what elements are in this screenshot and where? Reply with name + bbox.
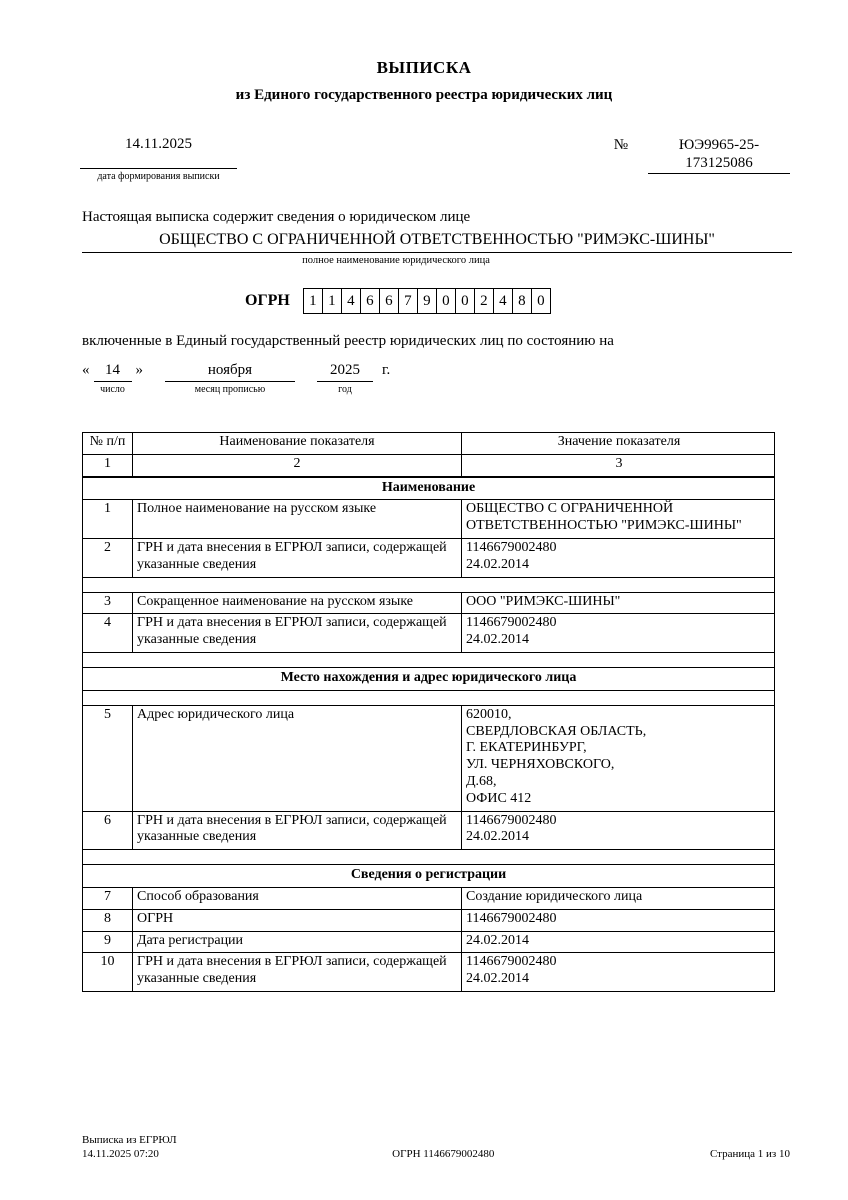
ogrn-digit-cell: 6 xyxy=(360,288,380,314)
indicator-name: Сокращенное наименование на русском языке xyxy=(132,593,461,614)
ogrn-digit-cell: 0 xyxy=(531,288,551,314)
table-row xyxy=(83,909,774,931)
spacer-cell xyxy=(83,691,774,705)
footer-timestamp: 14.11.2025 07:20 xyxy=(82,1147,159,1160)
indicator-name: ГРН и дата внесения в ЕГРЮЛ записи, содержащей указанные сведения xyxy=(132,614,461,652)
footer-ogrn: ОГРН 1146679002480 xyxy=(392,1147,495,1160)
indicator-value: Создание юридического лица xyxy=(461,888,776,909)
indicator-name: Полное наименование на русском языке xyxy=(132,500,461,538)
indicator-name: ГРН и дата внесения в ЕГРЮЛ записи, содержащей указанные сведения xyxy=(132,539,461,577)
indicator-name: ОГРН xyxy=(132,910,461,931)
header-cell-value: Значение показателя xyxy=(461,433,776,454)
month-value: ноября xyxy=(165,361,295,382)
indicator-value: 1146679002480 xyxy=(461,910,776,931)
ogrn-digit-cell: 1 xyxy=(322,288,342,314)
footer-doc-type: Выписка из ЕГРЮЛ xyxy=(82,1134,177,1146)
company-name-block xyxy=(82,231,792,253)
header-cell-name: Наименование показателя xyxy=(132,433,461,454)
document-subtitle: из Единого государственного реестра юридических лиц xyxy=(235,87,613,103)
open-quote: « xyxy=(82,362,90,378)
ogrn-digit-cell: 9 xyxy=(417,288,437,314)
table-spacer-row xyxy=(83,652,774,667)
header-cell-value: 3 xyxy=(461,455,776,476)
table-section-row xyxy=(83,667,774,690)
indicator-name: ГРН и дата внесения в ЕГРЮЛ записи, содержащей указанные сведения xyxy=(132,812,461,850)
header-meta-row xyxy=(80,136,790,182)
table-header-row xyxy=(83,454,774,477)
ogrn-digit-cell: 6 xyxy=(379,288,399,314)
ogrn-digit-cell: 4 xyxy=(341,288,361,314)
extract-number-value: ЮЭ9965-25- 173125086 xyxy=(648,136,790,174)
year-suffix: г. xyxy=(382,362,391,378)
company-name-caption: полное наименование юридического лица xyxy=(302,255,490,266)
section-title: Наименование xyxy=(381,479,476,495)
footer-left xyxy=(82,1134,177,1162)
row-number: 8 xyxy=(104,910,111,926)
row-number: 7 xyxy=(104,888,111,904)
table-row xyxy=(83,592,774,614)
ogrn-digit-cell: 0 xyxy=(455,288,475,314)
table-row xyxy=(83,811,774,850)
state-date-row xyxy=(82,361,848,395)
row-number: 10 xyxy=(100,954,115,970)
row-number: 9 xyxy=(104,932,111,948)
section-title: Место нахождения и адрес юридического лица xyxy=(280,669,577,685)
year-field xyxy=(317,361,373,395)
register-table xyxy=(82,432,775,992)
indicator-name: Способ образования xyxy=(132,888,461,909)
indicator-value: 1146679002480 24.02.2014 xyxy=(461,539,776,577)
table-row xyxy=(83,931,774,953)
spacer-cell xyxy=(83,578,774,592)
month-caption: месяц прописью xyxy=(194,384,266,395)
row-number: 4 xyxy=(104,615,111,631)
table-row xyxy=(83,705,774,811)
indicator-value: 1146679002480 24.02.2014 xyxy=(461,614,776,652)
year-value: 2025 xyxy=(317,361,373,382)
table-section-row xyxy=(83,477,774,500)
header-cell-name: 2 xyxy=(132,455,461,476)
header-cell-num: 1 xyxy=(104,455,111,471)
table-row xyxy=(83,887,774,909)
table-row xyxy=(83,613,774,652)
table-spacer-row xyxy=(83,690,774,705)
included-line: включенные в Единый государственный реестр юридических лиц по состоянию на xyxy=(82,333,614,349)
indicator-name: Адрес юридического лица xyxy=(132,706,461,811)
indicator-value: 1146679002480 24.02.2014 xyxy=(461,812,776,850)
table-row xyxy=(83,952,774,991)
ogrn-digit-boxes xyxy=(304,288,551,314)
ogrn-row xyxy=(245,288,848,314)
table-spacer-row xyxy=(83,849,774,864)
month-field xyxy=(165,361,295,395)
indicator-name: ГРН и дата внесения в ЕГРЮЛ записи, содержащей указанные сведения xyxy=(132,953,461,991)
formation-date-field xyxy=(80,136,237,182)
day-value: 14 xyxy=(94,361,132,382)
spacer-cell xyxy=(83,653,774,667)
row-number: 6 xyxy=(104,812,111,828)
ogrn-digit-cell: 7 xyxy=(398,288,418,314)
row-number: 2 xyxy=(104,539,111,555)
ogrn-digit-cell: 8 xyxy=(512,288,532,314)
row-number: 5 xyxy=(104,706,111,722)
ogrn-digit-cell: 4 xyxy=(493,288,513,314)
indicator-value: 620010, СВЕРДЛОВСКАЯ ОБЛАСТЬ, Г. ЕКАТЕРИНБУРГ, УЛ. ЧЕРНЯХОВСКОГО, Д.68, ОФИС 412 xyxy=(461,706,776,811)
indicator-value: 1146679002480 24.02.2014 xyxy=(461,953,776,991)
indicator-value: 24.02.2014 xyxy=(461,932,776,953)
day-field xyxy=(94,361,132,395)
formation-date-caption: дата формирования выписки xyxy=(97,171,220,182)
indicator-value: ООО "РИМЭКС-ШИНЫ" xyxy=(461,593,776,614)
year-caption: год xyxy=(338,384,352,395)
spacer-cell xyxy=(83,850,774,864)
header-cell-num: № п/п xyxy=(89,434,126,449)
row-number: 3 xyxy=(104,593,111,609)
indicator-value: ОБЩЕСТВО С ОГРАНИЧЕННОЙ ОТВЕТСТВЕННОСТЬЮ "РИМЭКС-ШИНЫ" xyxy=(461,500,776,538)
ogrn-digit-cell: 0 xyxy=(436,288,456,314)
row-number: 1 xyxy=(104,501,111,517)
table-header-row xyxy=(83,433,774,454)
table-spacer-row xyxy=(83,577,774,592)
ogrn-digit-cell: 2 xyxy=(474,288,494,314)
extract-number-field xyxy=(614,136,790,174)
page-footer xyxy=(82,1134,790,1162)
table-row xyxy=(83,538,774,577)
document-title: ВЫПИСКА xyxy=(376,58,472,77)
intro-line: Настоящая выписка содержит сведения о юридическом лице xyxy=(82,209,471,225)
indicator-name: Дата регистрации xyxy=(132,932,461,953)
table-row xyxy=(83,499,774,538)
table-section-row xyxy=(83,864,774,887)
day-caption: число xyxy=(100,384,125,395)
ogrn-label: ОГРН xyxy=(245,292,290,309)
section-title: Сведения о регистрации xyxy=(350,867,507,883)
number-sign: № xyxy=(613,137,628,153)
close-quote: » xyxy=(135,362,143,378)
footer-page-number: Страница 1 из 10 xyxy=(709,1147,790,1160)
formation-date-value: 14.11.2025 xyxy=(80,136,237,169)
company-name: ОБЩЕСТВО С ОГРАНИЧЕННОЙ ОТВЕТСТВЕННОСТЬЮ "РИМЭКС-ШИНЫ" xyxy=(159,231,715,248)
ogrn-digit-cell: 1 xyxy=(303,288,323,314)
